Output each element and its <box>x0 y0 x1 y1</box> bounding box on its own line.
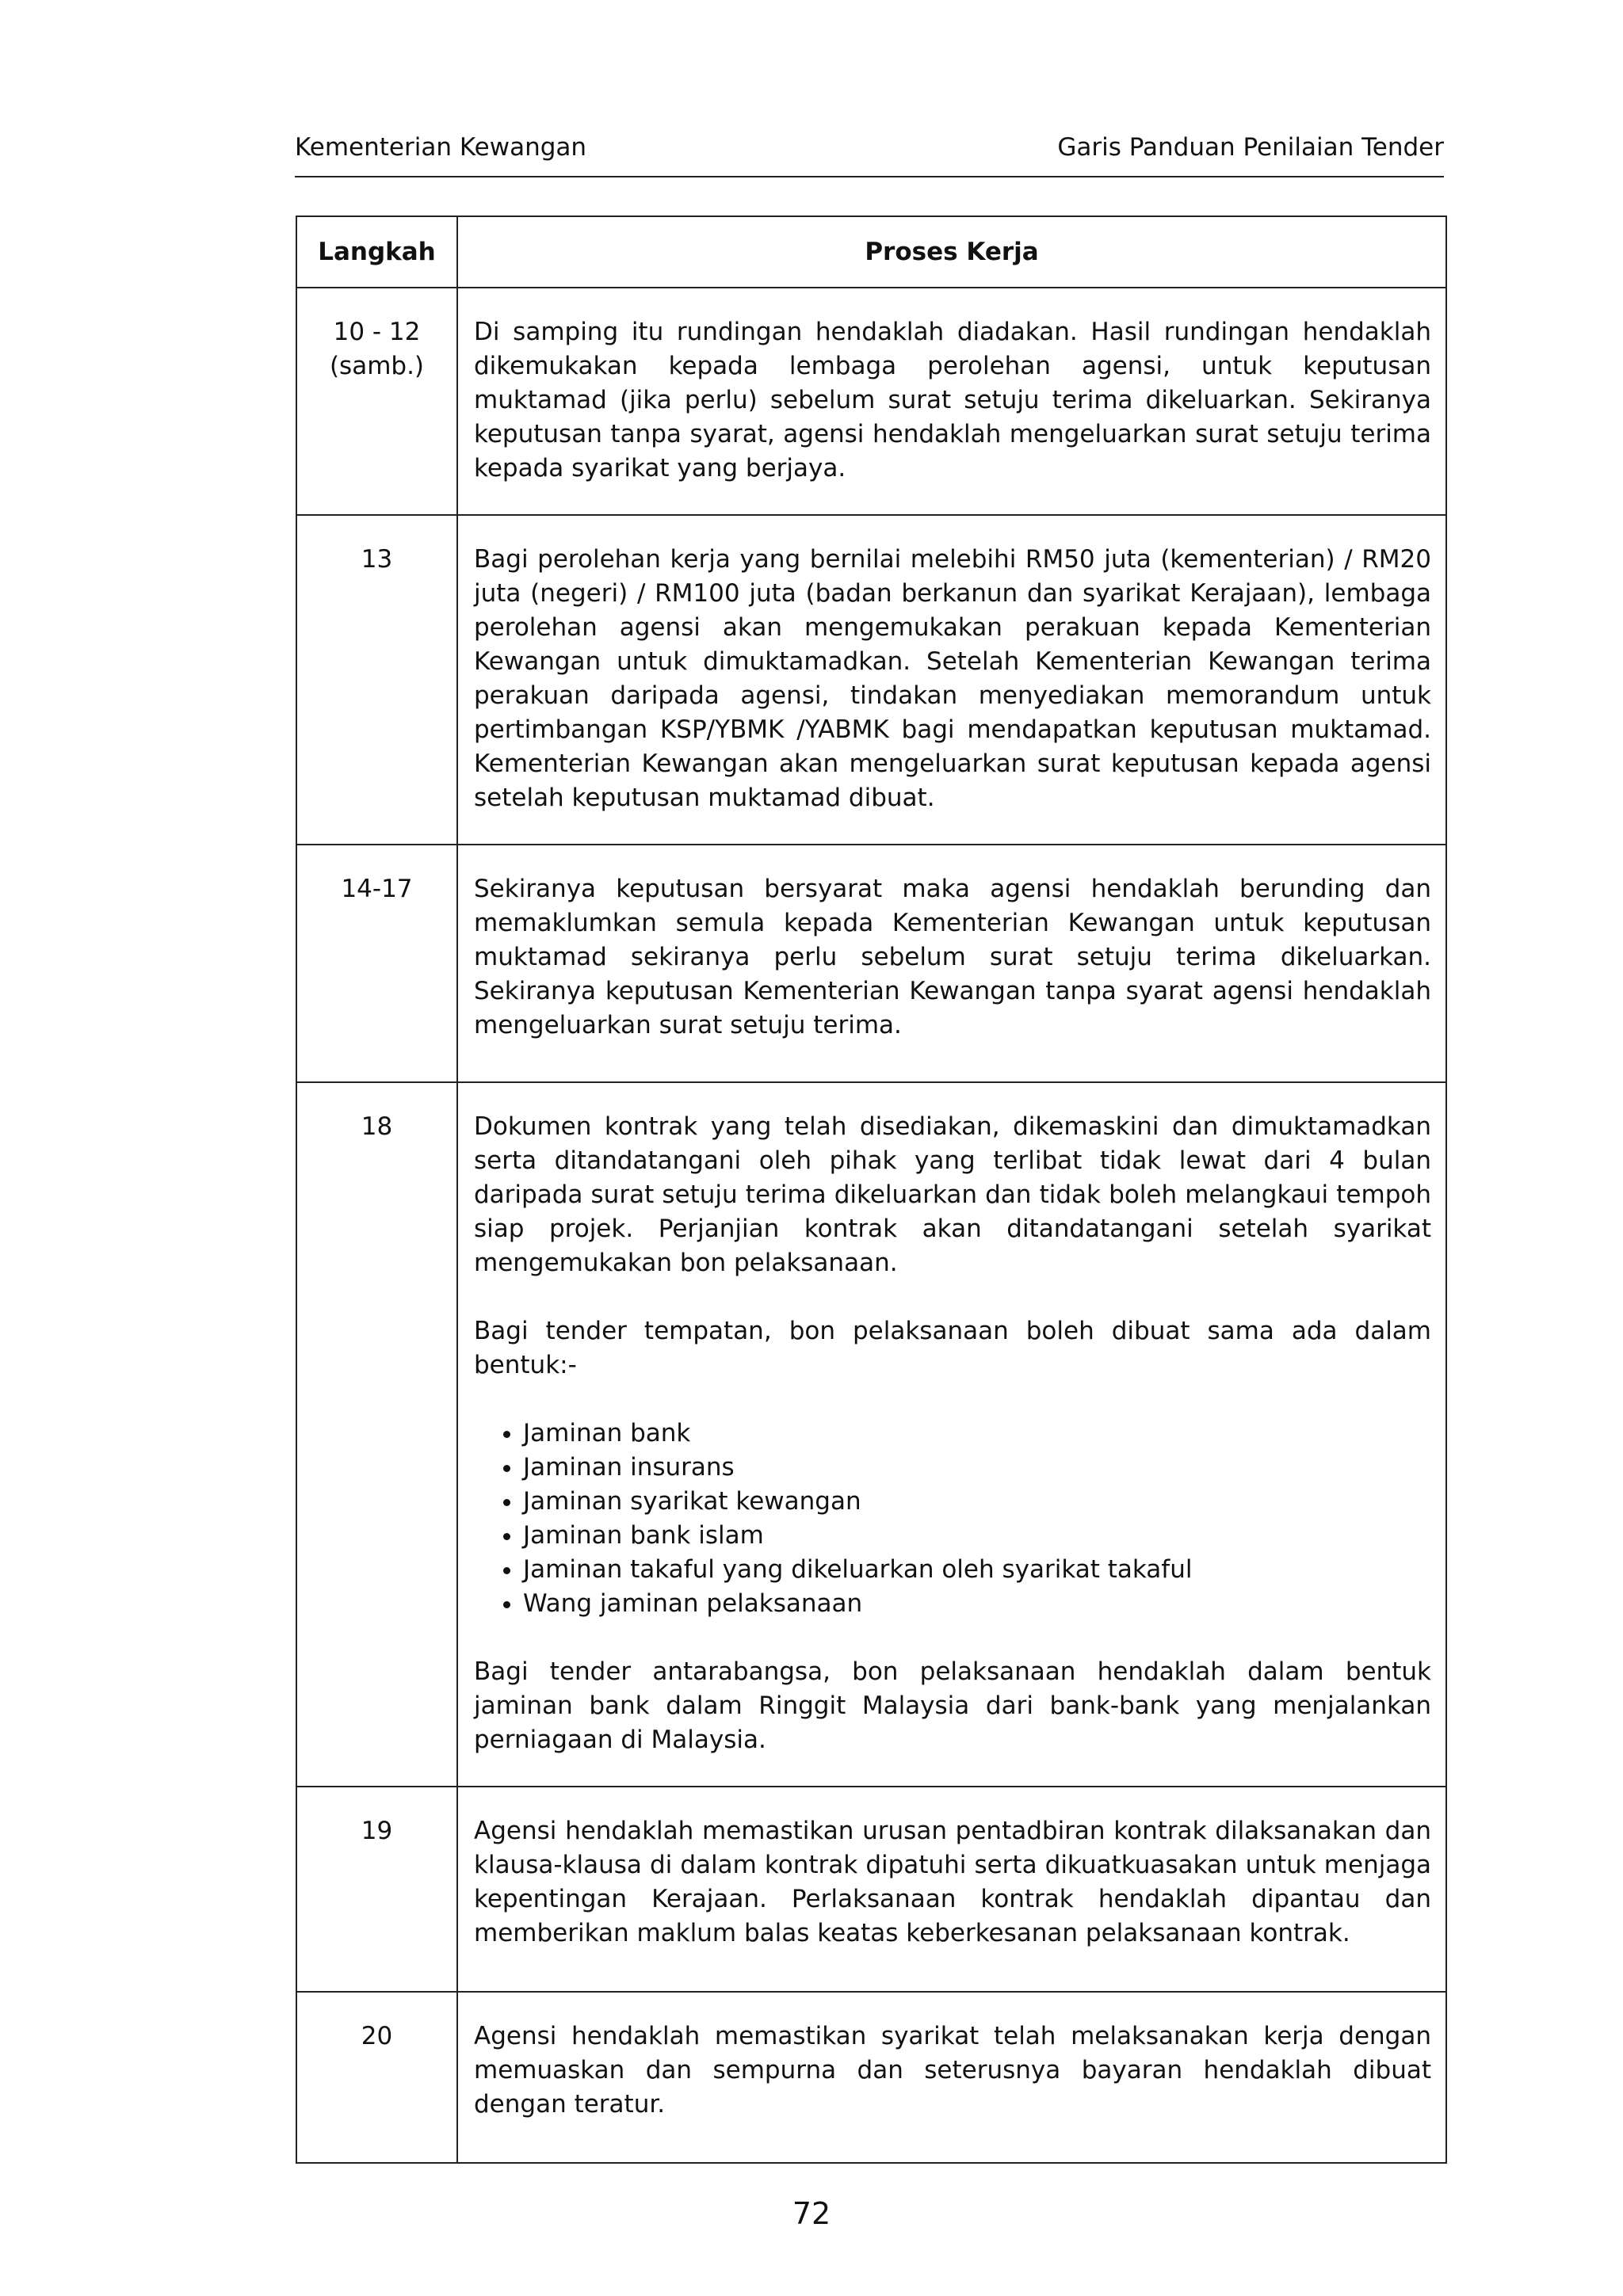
table-row <box>296 515 1446 845</box>
step-cell <box>296 845 457 1082</box>
table-row <box>296 288 1446 515</box>
step-continued-label: (samb.) <box>329 352 425 380</box>
step-cell <box>296 515 457 845</box>
table-row <box>296 1992 1446 2163</box>
process-text: Agensi hendaklah memastikan urusan pentadbiran kontrak dilaksanakan dan klausa-klausa di dalam kontrak dipatuhi serta dikuatkuasakan untuk menjaga kepentingan Kerajaan. Perlaksanaan kontrak hendaklah dipantau dan memberikan maklum balas keatas keberkesanan pelaksanaan kontrak. <box>474 1817 1431 1947</box>
process-text: Dokumen kontrak yang telah disediakan, dikemaskini dan dimuktamadkan serta ditandatangani oleh pihak yang terlibat tidak lewat dari 4 bulan daripada surat setuju terima dikeluarkan dan tidak boleh melangkaui tempoh siap projek. Perjanjian kontrak akan ditandatangani setelah syarikat mengemukakan bon pelaksanaan. <box>474 1112 1431 1277</box>
process-text-local-tender: Bagi tender tempatan, bon pelaksanaan boleh dibuat sama ada dalam bentuk:- <box>474 1317 1431 1379</box>
process-text: Sekiranya keputusan bersyarat maka agensi hendaklah berunding dan memaklumkan semula kepada Kementerian Kewangan untuk keputusan muktamad sekiranya perlu sebelum surat setuju terima dikeluarkan. Sekiranya keputusan Kementerian Kewangan tanpa syarat agensi hendaklah mengeluarkan surat setuju terima. <box>474 875 1431 1039</box>
process-cell <box>457 515 1446 845</box>
table-row <box>296 1787 1446 1992</box>
step-number: 13 <box>361 545 393 574</box>
list-item: • Jaminan syarikat kewangan <box>523 1485 1431 1519</box>
process-text-international-tender: Bagi tender antarabangsa, bon pelaksanaan hendaklah dalam bentuk jaminan bank dalam Ringgit Malaysia dari bank-bank yang menjalankan perniagaan di Malaysia. <box>474 1657 1431 1754</box>
list-item: • Jaminan bank islam <box>523 1519 1431 1553</box>
header-document-title: Garis Panduan Penilaian Tender <box>1057 133 1444 162</box>
step-number: 20 <box>361 2022 393 2050</box>
process-cell <box>457 1082 1446 1787</box>
column-header-proses-kerja: Proses Kerja <box>457 216 1446 288</box>
table-row <box>296 845 1446 1082</box>
bond-forms-list <box>474 1417 1431 1621</box>
list-item: • Jaminan insurans <box>523 1451 1431 1485</box>
page-header <box>295 133 1444 177</box>
table-row <box>296 1082 1446 1787</box>
process-cell <box>457 1992 1446 2163</box>
process-cell <box>457 845 1446 1082</box>
process-text: Agensi hendaklah memastikan syarikat telah melaksanakan kerja dengan memuaskan dan sempurna dan seterusnya bayaran hendaklah dibuat dengan teratur. <box>474 2022 1431 2119</box>
step-cell <box>296 288 457 515</box>
step-cell <box>296 1992 457 2163</box>
column-header-langkah: Langkah <box>296 216 457 288</box>
page-number: 72 <box>792 2196 831 2231</box>
step-number: 19 <box>361 1817 393 1845</box>
step-cell <box>296 1787 457 1992</box>
list-item: • Jaminan bank <box>523 1417 1431 1451</box>
step-number: 10 - 12 <box>333 318 421 346</box>
header-ministry: Kementerian Kewangan <box>295 133 587 162</box>
process-text: Di samping itu rundingan hendaklah diadakan. Hasil rundingan hendaklah dikemukakan kepada lembaga perolehan agensi, untuk keputusan muktamad (jika perlu) sebelum surat setuju terima dikeluarkan. Sekiranya keputusan tanpa syarat, agensi hendaklah mengeluarkan surat setuju terima kepada syarikat yang berjaya. <box>474 318 1431 482</box>
table-header-row <box>296 216 1446 288</box>
step-cell <box>296 1082 457 1787</box>
step-number: 14-17 <box>341 875 413 903</box>
process-cell <box>457 288 1446 515</box>
process-text: Bagi perolehan kerja yang bernilai melebihi RM50 juta (kementerian) / RM20 juta (negeri) / RM100 juta (badan berkanun dan syarikat Kerajaan), lembaga perolehan agensi akan mengemukakan perakuan kepada Kementerian Kewangan untuk dimuktamadkan. Setelah Kementerian Kewangan terima perakuan daripada agensi, tindakan menyediakan memorandum untuk pertimbangan KSP/YBMK /YABMK bagi mendapatkan keputusan muktamad. Kementerian Kewangan akan mengeluarkan surat keputusan kepada agensi setelah keputusan muktamad dibuat. <box>474 545 1431 812</box>
list-item: • Jaminan takaful yang dikeluarkan oleh syarikat takaful <box>523 1553 1431 1587</box>
process-cell <box>457 1787 1446 1992</box>
step-number: 18 <box>361 1112 393 1141</box>
work-process-table <box>296 215 1447 2164</box>
list-item: • Wang jaminan pelaksanaan <box>523 1587 1431 1621</box>
